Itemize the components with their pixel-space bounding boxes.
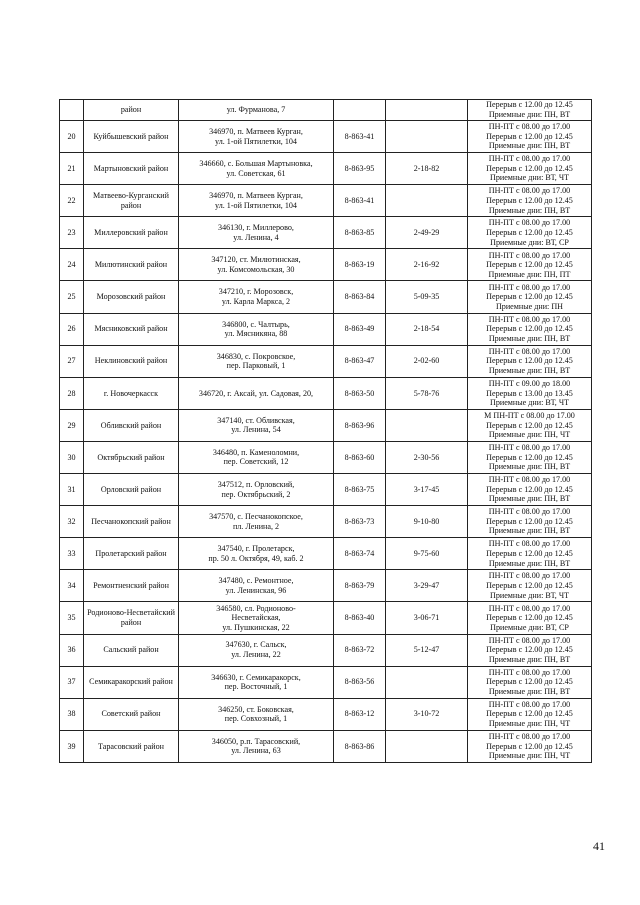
- table-row: [60, 698, 592, 730]
- hours-line: Перерыв с 12.00 до 12.45: [486, 741, 573, 751]
- phone-number-cell: 3-06-71: [386, 602, 468, 634]
- hours-cell: [468, 281, 592, 313]
- hours-line: Приемные дни: ВТ, СР: [490, 622, 569, 632]
- address-line: ул. 1-ой Пятилетки, 104: [215, 200, 297, 210]
- phone-code-cell: 8-863-85: [334, 217, 386, 249]
- address-line: 346480, п. Каменоломни,: [212, 447, 300, 457]
- hours-line: ПН-ПТ с 08.00 до 17.00: [488, 314, 571, 324]
- phone-code-cell: 8-863-79: [334, 570, 386, 602]
- hours-cell: [468, 345, 592, 377]
- phone-code-cell: 8-863-49: [334, 313, 386, 345]
- phone-code-cell: 8-863-75: [334, 474, 386, 506]
- address-line: ул. Карла Маркса, 2: [221, 297, 291, 307]
- table-row: [60, 666, 592, 698]
- address-line: 347120, ст. Милютинская,: [211, 255, 301, 265]
- address-line: ул. Ленина, 4: [233, 232, 279, 242]
- hours-line: Приемные дни: ПН, ЧТ: [488, 751, 571, 761]
- address-cell: [179, 121, 334, 153]
- address-cell: [179, 281, 334, 313]
- address-cell: [179, 313, 334, 345]
- address-cell: [179, 441, 334, 473]
- hours-cell: [468, 377, 592, 409]
- district-cell: район: [84, 100, 179, 121]
- row-number-cell: 30: [60, 441, 84, 473]
- hours-line: Приемные дни: ПН, ВТ: [488, 205, 571, 215]
- row-number-cell: 27: [60, 345, 84, 377]
- row-number-cell: 35: [60, 602, 84, 634]
- address-cell: [179, 506, 334, 538]
- table-row: [60, 409, 592, 441]
- address-line: 346800, с. Чалтырь,: [222, 319, 290, 329]
- hours-line: ПН-ПТ с 08.00 до 17.00: [488, 250, 571, 260]
- district-cell: Куйбышевский район: [84, 121, 179, 153]
- row-number-cell: 23: [60, 217, 84, 249]
- hours-line: Приемные дни: ПН, ПТ: [488, 269, 571, 279]
- hours-line: ПН-ПТ с 08.00 до 17.00: [488, 635, 571, 645]
- phone-number-cell: 2-30-56: [386, 441, 468, 473]
- address-line: пер. Парковый, 1: [226, 361, 286, 371]
- address-line: ул. Комсомольская, 30: [217, 264, 295, 274]
- address-line: ул. Советская, 61: [226, 168, 286, 178]
- phone-number-cell: [386, 666, 468, 698]
- address-cell: [179, 377, 334, 409]
- address-line: 347480, с. Ремонтное,: [218, 576, 294, 586]
- address-line: пер. Восточный, 1: [224, 682, 288, 692]
- address-cell: [179, 730, 334, 762]
- address-line: 346580, сл. Родионово-: [216, 603, 296, 613]
- row-number-cell: 28: [60, 377, 84, 409]
- table-row: [60, 570, 592, 602]
- phone-number-cell: 3-17-45: [386, 474, 468, 506]
- phone-number-cell: 9-75-60: [386, 538, 468, 570]
- address-cell: [179, 185, 334, 217]
- phone-number-cell: 2-49-29: [386, 217, 468, 249]
- hours-line: Приемные дни: ПН, ВТ: [488, 110, 571, 119]
- address-cell: [179, 570, 334, 602]
- hours-line: Перерыв с 12.00 до 12.45: [486, 548, 573, 558]
- district-cell: Пролетарский район: [84, 538, 179, 570]
- phone-code-cell: 8-863-12: [334, 698, 386, 730]
- hours-line: ПН-ПТ с 08.00 до 17.00: [488, 571, 571, 581]
- district-cell: Матвеево-Курганский район: [84, 185, 179, 217]
- address-line: ул. Ленинская, 96: [225, 585, 287, 595]
- hours-line: Перерыв с 12.00 до 12.45: [486, 420, 573, 430]
- hours-line: Приемные дни: ПН, ВТ: [488, 333, 571, 343]
- hours-cell: [468, 217, 592, 249]
- row-number-cell: 29: [60, 409, 84, 441]
- hours-line: Приемные дни: ПН, ЧТ: [488, 719, 571, 729]
- row-number-cell: 21: [60, 153, 84, 185]
- hours-line: ПН-ПТ с 08.00 до 17.00: [488, 218, 571, 228]
- phone-number-cell: 2-18-82: [386, 153, 468, 185]
- address-line: 347512, п. Орловский,: [217, 479, 295, 489]
- table-row: [60, 100, 592, 121]
- phone-number-cell: [386, 730, 468, 762]
- hours-line: Перерыв с 12.00 до 12.45: [486, 452, 573, 462]
- address-line: пл. Ленина, 2: [232, 521, 280, 531]
- district-cell: Семикаракорский район: [84, 666, 179, 698]
- phone-number-cell: 5-09-35: [386, 281, 468, 313]
- phone-code-cell: [334, 100, 386, 121]
- phone-code-cell: 8-863-50: [334, 377, 386, 409]
- hours-line: ПН-ПТ с 08.00 до 17.00: [488, 122, 571, 132]
- hours-line: ПН-ПТ с 08.00 до 17.00: [488, 699, 571, 709]
- address-line: ул. Ленина, 54: [231, 425, 281, 435]
- table-row: [60, 217, 592, 249]
- hours-line: ПН-ПТ с 08.00 до 17.00: [488, 154, 571, 164]
- address-cell: [179, 666, 334, 698]
- address-cell: [179, 249, 334, 281]
- hours-line: М ПН-ПТ с 08.00 до 17.00: [484, 411, 575, 420]
- hours-line: Перерыв с 12.00 до 12.45: [486, 292, 573, 302]
- table-body: [60, 100, 592, 763]
- hours-cell: [468, 506, 592, 538]
- hours-line: Приемные дни: ПН, ВТ: [488, 686, 571, 696]
- district-cell: Ремонтненский район: [84, 570, 179, 602]
- address-line: 347570, с. Песчанокопское,: [209, 512, 303, 522]
- hours-cell: [468, 313, 592, 345]
- hours-line: Перерыв с 12.00 до 12.45: [486, 516, 573, 526]
- phone-number-cell: 5-12-47: [386, 634, 468, 666]
- hours-cell: [468, 602, 592, 634]
- address-cell: [179, 345, 334, 377]
- page-number: 41: [593, 839, 605, 853]
- address-cell: [179, 698, 334, 730]
- hours-cell: [468, 409, 592, 441]
- phone-code-cell: 8-863-47: [334, 345, 386, 377]
- hours-line: Перерыв с 12.00 до 12.45: [486, 645, 573, 655]
- table-row: [60, 602, 592, 634]
- hours-cell: [468, 441, 592, 473]
- district-cell: Октябрьский район: [84, 441, 179, 473]
- hours-line: ПН-ПТ с 08.00 до 17.00: [488, 731, 571, 741]
- hours-cell: [468, 121, 592, 153]
- phone-number-cell: 9-10-80: [386, 506, 468, 538]
- row-number-cell: 22: [60, 185, 84, 217]
- address-line: 347630, г. Сальск,: [225, 640, 287, 650]
- address-line: 347140, ст. Обливская,: [217, 415, 295, 425]
- hours-cell: [468, 249, 592, 281]
- hours-line: Приемные дни: ПН, ВТ: [488, 494, 571, 504]
- table-row: [60, 441, 592, 473]
- hours-line: Перерыв с 12.00 до 12.45: [486, 324, 573, 334]
- district-cell: Песчанокопский район: [84, 506, 179, 538]
- table-row: [60, 377, 592, 409]
- row-number-cell: 25: [60, 281, 84, 313]
- hours-cell: [468, 185, 592, 217]
- table-row: [60, 153, 592, 185]
- address-line: 346630, г. Семикаракорск,: [211, 672, 301, 682]
- phone-code-cell: 8-863-60: [334, 441, 386, 473]
- phone-number-cell: 2-16-92: [386, 249, 468, 281]
- hours-cell: [468, 570, 592, 602]
- district-cell: Милютинский район: [84, 249, 179, 281]
- hours-line: Перерыв с 13.00 до 13.45: [486, 388, 573, 398]
- phone-code-cell: 8-863-40: [334, 602, 386, 634]
- offices-table: [59, 99, 592, 763]
- address-cell: [179, 602, 334, 634]
- row-number-cell: 32: [60, 506, 84, 538]
- address-line: 346970, п. Матвеев Курган,: [209, 126, 303, 136]
- district-cell: Неклиновский район: [84, 345, 179, 377]
- phone-number-cell: [386, 185, 468, 217]
- address-line: ул. Ленина, 63: [231, 746, 281, 756]
- table-row: [60, 249, 592, 281]
- phone-code-cell: 8-863-96: [334, 409, 386, 441]
- address-line: ул. Фурманова, 7: [226, 105, 286, 115]
- hours-line: Приемные дни: ВТ, СР: [490, 237, 569, 247]
- district-cell: Советский район: [84, 698, 179, 730]
- phone-number-cell: [386, 100, 468, 121]
- row-number-cell: 36: [60, 634, 84, 666]
- hours-line: Перерыв с 12.00 до 12.45: [486, 100, 573, 110]
- hours-cell: [468, 666, 592, 698]
- row-number-cell: [60, 100, 84, 121]
- phone-number-cell: [386, 121, 468, 153]
- address-line: 346970, п. Матвеев Курган,: [209, 191, 303, 201]
- hours-line: ПН-ПТ с 09.00 до 18.00: [488, 378, 571, 388]
- address-line: 346050, р.п. Тарасовский,: [211, 736, 301, 746]
- district-cell: Орловский район: [84, 474, 179, 506]
- hours-line: Перерыв с 12.00 до 12.45: [486, 356, 573, 366]
- address-cell: [179, 409, 334, 441]
- table-row: [60, 506, 592, 538]
- hours-line: Перерыв с 12.00 до 12.45: [486, 260, 573, 270]
- address-cell: [179, 217, 334, 249]
- hours-line: Приемные дни: ПН, ВТ: [488, 558, 571, 568]
- hours-line: ПН-ПТ с 08.00 до 17.00: [488, 667, 571, 677]
- row-number-cell: 38: [60, 698, 84, 730]
- address-line: ул. Мясникяна, 88: [224, 329, 288, 339]
- hours-cell: [468, 474, 592, 506]
- address-line: ул. 1-ой Пятилетки, 104: [215, 136, 297, 146]
- hours-line: Приемные дни: ВТ, ЧТ: [489, 590, 570, 600]
- address-line: 346830, с. Покровское,: [216, 351, 296, 361]
- district-cell: Родионово-Несветайский район: [84, 602, 179, 634]
- row-number-cell: 31: [60, 474, 84, 506]
- phone-code-cell: 8-863-41: [334, 121, 386, 153]
- address-line: пр. 50 л. Октября, 49, каб. 2: [208, 553, 304, 563]
- hours-line: Перерыв с 12.00 до 12.45: [486, 228, 573, 238]
- phone-code-cell: 8-863-95: [334, 153, 386, 185]
- hours-line: Перерыв с 12.00 до 12.45: [486, 484, 573, 494]
- hours-line: Приемные дни: ПН, ЧТ: [488, 430, 571, 440]
- row-number-cell: 24: [60, 249, 84, 281]
- hours-line: ПН-ПТ с 08.00 до 17.00: [488, 346, 571, 356]
- hours-line: ПН-ПТ с 08.00 до 17.00: [488, 282, 571, 292]
- address-cell: [179, 474, 334, 506]
- address-line: пер. Октябрьский, 2: [221, 489, 291, 499]
- address-line: ул. Пушкинская, 22: [222, 622, 290, 632]
- address-cell: [179, 153, 334, 185]
- table-row: [60, 538, 592, 570]
- address-cell: [179, 634, 334, 666]
- hours-line: ПН-ПТ с 08.00 до 17.00: [488, 443, 571, 453]
- hours-line: Перерыв с 12.00 до 12.45: [486, 581, 573, 591]
- hours-cell: [468, 698, 592, 730]
- address-line: 346250, ст. Боковская,: [218, 704, 294, 714]
- district-cell: Мясниковский район: [84, 313, 179, 345]
- hours-cell: [468, 730, 592, 762]
- hours-line: Перерыв с 12.00 до 12.45: [486, 163, 573, 173]
- hours-line: Перерыв с 12.00 до 12.45: [486, 677, 573, 687]
- address-line: ул. Ленина, 22: [231, 650, 281, 660]
- table-row: [60, 185, 592, 217]
- address-cell: [179, 538, 334, 570]
- district-cell: Миллеровский район: [84, 217, 179, 249]
- hours-line: Приемные дни: ПН, ВТ: [488, 526, 571, 536]
- hours-line: ПН-ПТ с 08.00 до 17.00: [488, 475, 571, 485]
- phone-code-cell: 8-863-73: [334, 506, 386, 538]
- phone-number-cell: 5-78-76: [386, 377, 468, 409]
- hours-line: Приемные дни: ПН: [495, 301, 564, 311]
- district-cell: Морозовский район: [84, 281, 179, 313]
- hours-line: Перерыв с 12.00 до 12.45: [486, 131, 573, 141]
- hours-line: Приемные дни: ПН, ВТ: [488, 366, 571, 375]
- row-number-cell: 26: [60, 313, 84, 345]
- hours-line: Приемные дни: ВТ, ЧТ: [489, 173, 570, 183]
- phone-number-cell: 2-02-60: [386, 345, 468, 377]
- district-cell: Сальский район: [84, 634, 179, 666]
- district-cell: Обливский район: [84, 409, 179, 441]
- hours-line: ПН-ПТ с 08.00 до 17.00: [488, 539, 571, 549]
- hours-line: Приемные дни: ПН, ВТ: [488, 141, 571, 151]
- table-row: [60, 313, 592, 345]
- district-cell: Мартыновский район: [84, 153, 179, 185]
- hours-line: Приемные дни: ПН, ВТ: [488, 462, 571, 472]
- address-line: 346660, с. Большая Мартыновка,: [199, 159, 313, 169]
- address-line: 347540, г. Пролетарск,: [217, 544, 295, 554]
- phone-code-cell: 8-863-41: [334, 185, 386, 217]
- phone-number-cell: 2-18-54: [386, 313, 468, 345]
- hours-line: ПН-ПТ с 08.00 до 17.00: [488, 186, 571, 196]
- hours-cell: [468, 538, 592, 570]
- phone-number-cell: 3-29-47: [386, 570, 468, 602]
- address-line: пер. Совхозный, 1: [224, 714, 288, 724]
- phone-number-cell: [386, 409, 468, 441]
- district-cell: г. Новочеркасск: [84, 377, 179, 409]
- row-number-cell: 37: [60, 666, 84, 698]
- phone-code-cell: 8-863-86: [334, 730, 386, 762]
- table-row: [60, 730, 592, 762]
- address-line: 346720, г. Аксай, ул. Садовая, 20,: [198, 388, 314, 398]
- table-row: [60, 474, 592, 506]
- hours-cell: [468, 153, 592, 185]
- hours-cell: [468, 100, 592, 121]
- address-line: пер. Советский, 12: [223, 457, 289, 467]
- table-row: [60, 121, 592, 153]
- address-line: 346130, г. Миллерово,: [218, 223, 294, 233]
- hours-cell: [468, 634, 592, 666]
- hours-line: Приемные дни: ВТ, ЧТ: [489, 398, 570, 408]
- row-number-cell: 33: [60, 538, 84, 570]
- phone-code-cell: 8-863-74: [334, 538, 386, 570]
- phone-code-cell: 8-863-56: [334, 666, 386, 698]
- hours-line: ПН-ПТ с 08.00 до 17.00: [488, 603, 571, 613]
- hours-line: Приемные дни: ПН, ВТ: [488, 654, 571, 664]
- table-row: [60, 634, 592, 666]
- hours-line: Перерыв с 12.00 до 12.45: [486, 195, 573, 205]
- address-cell: [179, 100, 334, 121]
- phone-code-cell: 8-863-84: [334, 281, 386, 313]
- hours-line: Перерыв с 12.00 до 12.45: [486, 709, 573, 719]
- row-number-cell: 39: [60, 730, 84, 762]
- phone-code-cell: 8-863-72: [334, 634, 386, 666]
- phone-code-cell: 8-863-19: [334, 249, 386, 281]
- phone-number-cell: 3-10-72: [386, 698, 468, 730]
- hours-line: Перерыв с 12.00 до 12.45: [486, 613, 573, 623]
- address-line: 347210, г. Морозовск,: [218, 287, 294, 297]
- table-row: [60, 345, 592, 377]
- row-number-cell: 34: [60, 570, 84, 602]
- table-row: [60, 281, 592, 313]
- address-line: Несветайская,: [231, 613, 281, 623]
- row-number-cell: 20: [60, 121, 84, 153]
- district-cell: Тарасовский район: [84, 730, 179, 762]
- hours-line: ПН-ПТ с 08.00 до 17.00: [488, 507, 571, 517]
